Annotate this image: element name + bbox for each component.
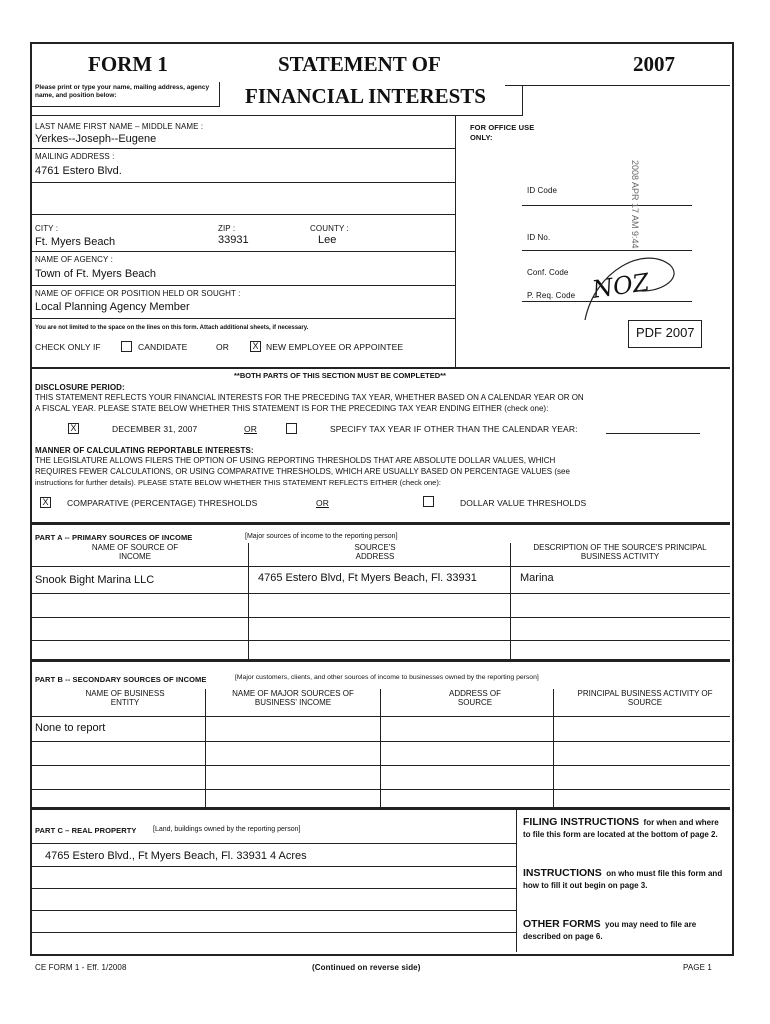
specify-label: SPECIFY TAX YEAR IF OTHER THAN THE CALENDAR YEAR: xyxy=(330,424,578,434)
other-body: you may need to file are described on page 6. xyxy=(523,920,697,941)
pdf-stamp: PDF 2007 xyxy=(636,325,695,340)
filing-instructions xyxy=(523,816,723,840)
form-label: FORM 1 xyxy=(88,52,168,76)
part-a-subtitle: [Major sources of income to the reporting person] xyxy=(245,533,398,540)
dollar-checkbox[interactable] xyxy=(423,496,434,507)
part-a-col3: DESCRIPTION OF THE SOURCE'S PRINCIPAL BUSINESS ACTIVITY xyxy=(533,543,707,561)
part-a-row1-name[interactable]: Snook Bight Marina LLC xyxy=(35,574,155,586)
candidate-checkbox[interactable] xyxy=(121,341,132,352)
conf-code-label: Conf. Code xyxy=(527,268,569,277)
part-c-subtitle: [Land, buildings owned by the reporting person] xyxy=(153,826,301,833)
part-b-title: PART B -- SECONDARY SOURCES OF INCOME xyxy=(35,675,207,684)
part-a-col1: NAME OF SOURCE OF INCOME xyxy=(91,543,179,561)
form-year: 2007 xyxy=(633,52,675,76)
footer-right: PAGE 1 xyxy=(683,963,712,972)
filing-body: for when and where to file this form are located at the bottom of page 2. xyxy=(523,818,719,839)
handwritten-code: NOZ xyxy=(590,268,652,304)
new-employee-checkbox[interactable]: X xyxy=(250,341,261,352)
dec-checkbox[interactable]: X xyxy=(68,423,79,434)
or-label: OR xyxy=(216,342,229,352)
part-a-row1-address[interactable]: 4765 Estero Blvd, Ft Myers Beach, Fl. 33931 xyxy=(258,572,477,584)
city-value[interactable]: Ft. Myers Beach xyxy=(35,236,116,248)
both-parts-note: **BOTH PARTS OF THIS SECTION MUST BE COMPLETED** xyxy=(234,371,446,380)
part-b-col1: NAME OF BUSINESS ENTITY xyxy=(85,689,165,707)
mailing-value[interactable]: 4761 Estero Blvd. xyxy=(35,165,122,177)
comparative-checkbox[interactable]: X xyxy=(40,497,51,508)
manner-or-label: OR xyxy=(316,498,329,508)
id-code-label: ID Code xyxy=(527,186,558,195)
part-c-title: PART C – REAL PROPERTY xyxy=(35,826,137,835)
name-value[interactable]: Yerkes--Joseph--Eugene xyxy=(35,133,157,145)
part-b-col3: ADDRESS OF SOURCE xyxy=(448,689,501,707)
period-text1: THIS STATEMENT REFLECTS YOUR FINANCIAL INTERESTS FOR THE PRECEDING TAX YEAR, WHETHER BASED ON A CALENDAR YEAR OR ON xyxy=(35,393,584,402)
period-title: DISCLOSURE PERIOD: xyxy=(35,383,125,392)
office-use-label: FOR OFFICE USE ONLY: xyxy=(470,123,535,142)
office-value[interactable]: Local Planning Agency Member xyxy=(35,301,190,313)
mailing-label: MAILING ADDRESS : xyxy=(35,152,115,161)
office-label: NAME OF OFFICE OR POSITION HELD OR SOUGHT : xyxy=(35,289,241,298)
manner-text2: REQUIRES FEWER CALCULATIONS, OR USING COMPARATIVE THRESHOLDS, WHICH ARE USUALLY BASED ON PERCENTAGE VALUES (see xyxy=(35,467,570,476)
who-instructions xyxy=(523,867,723,891)
part-a-col2: SOURCE'S ADDRESS xyxy=(354,543,396,561)
name-label: LAST NAME FIRST NAME – MIDDLE NAME : xyxy=(35,122,204,131)
part-c-row1[interactable]: 4765 Estero Blvd., Ft Myers Beach, Fl. 33931 4 Acres xyxy=(45,850,307,862)
other-forms xyxy=(523,918,723,942)
candidate-label: CANDIDATE xyxy=(138,342,188,352)
part-b-col2: NAME OF MAJOR SOURCES OF BUSINESS' INCOME xyxy=(232,689,354,707)
footer-center: (Continued on reverse side) xyxy=(312,963,421,972)
other-head: OTHER FORMS xyxy=(523,918,601,930)
id-no-label: ID No. xyxy=(527,233,551,242)
specify-checkbox[interactable] xyxy=(286,423,297,434)
title-line1: STATEMENT OF xyxy=(278,52,441,76)
period-text2: A FISCAL YEAR. PLEASE STATE BELOW WHETHER THIS STATEMENT IS FOR THE PRECEDING TAX YEAR ENDING EITHER (check one): xyxy=(35,404,549,413)
dec-or-label: OR xyxy=(244,424,257,434)
zip-label: ZIP : xyxy=(218,224,236,233)
dollar-label: DOLLAR VALUE THRESHOLDS xyxy=(460,498,587,508)
title-line2: FINANCIAL INTERESTS xyxy=(245,84,486,108)
filing-head: FILING INSTRUCTIONS xyxy=(523,816,640,828)
dec-label: DECEMBER 31, 2007 xyxy=(112,424,198,434)
instr-head: INSTRUCTIONS xyxy=(523,867,602,879)
instr-body: on who must file this form and how to fill it out begin on page 3. xyxy=(523,869,723,890)
county-value[interactable]: Lee xyxy=(318,234,337,246)
space-note: You are not limited to the space on the lines on this form. Attach additional sheets, if necessary. xyxy=(35,325,309,331)
part-a-title: PART A -- PRIMARY SOURCES OF INCOME xyxy=(35,533,193,542)
county-label: COUNTY : xyxy=(310,224,349,233)
side-stamp: 2008 APR 17 AM 9:44 xyxy=(630,160,640,249)
handwritten-loop-icon xyxy=(575,250,685,330)
new-employee-label: NEW EMPLOYEE OR APPOINTEE xyxy=(266,342,404,352)
part-b-row1-entity[interactable]: None to report xyxy=(35,722,106,734)
city-label: CITY : xyxy=(35,224,59,233)
p-req-code-label: P. Req. Code xyxy=(527,291,576,300)
manner-title: MANNER OF CALCULATING REPORTABLE INTERESTS: xyxy=(35,446,254,455)
zip-value[interactable]: 33931 xyxy=(218,234,249,246)
part-b-col4: PRINCIPAL BUSINESS ACTIVITY OF SOURCE xyxy=(577,689,713,707)
part-a-row1-activity[interactable]: Marina xyxy=(520,572,554,584)
comparative-label: COMPARATIVE (PERCENTAGE) THRESHOLDS xyxy=(67,498,258,508)
manner-text1: THE LEGISLATURE ALLOWS FILERS THE OPTION OF USING REPORTING THRESHOLDS THAT ARE ABSOLUTE DOLLAR VALUES, WHICH xyxy=(35,456,556,465)
part-b-subtitle: [Major customers, clients, and other sources of income to businesses owned by the reporting person] xyxy=(235,674,539,681)
manner-text3: instructions for further details). PLEASE STATE BELOW WHETHER THIS STATEMENT REFLECTS EITHER (check one): xyxy=(35,478,441,487)
agency-label: NAME OF AGENCY : xyxy=(35,255,113,264)
agency-value[interactable]: Town of Ft. Myers Beach xyxy=(35,268,157,280)
check-only-label: CHECK ONLY IF xyxy=(35,342,101,352)
footer-left: CE FORM 1 - Eff. 1/2008 xyxy=(35,963,127,972)
print-note: Please print or type your name, mailing address, agency name, and position below: xyxy=(35,84,210,99)
